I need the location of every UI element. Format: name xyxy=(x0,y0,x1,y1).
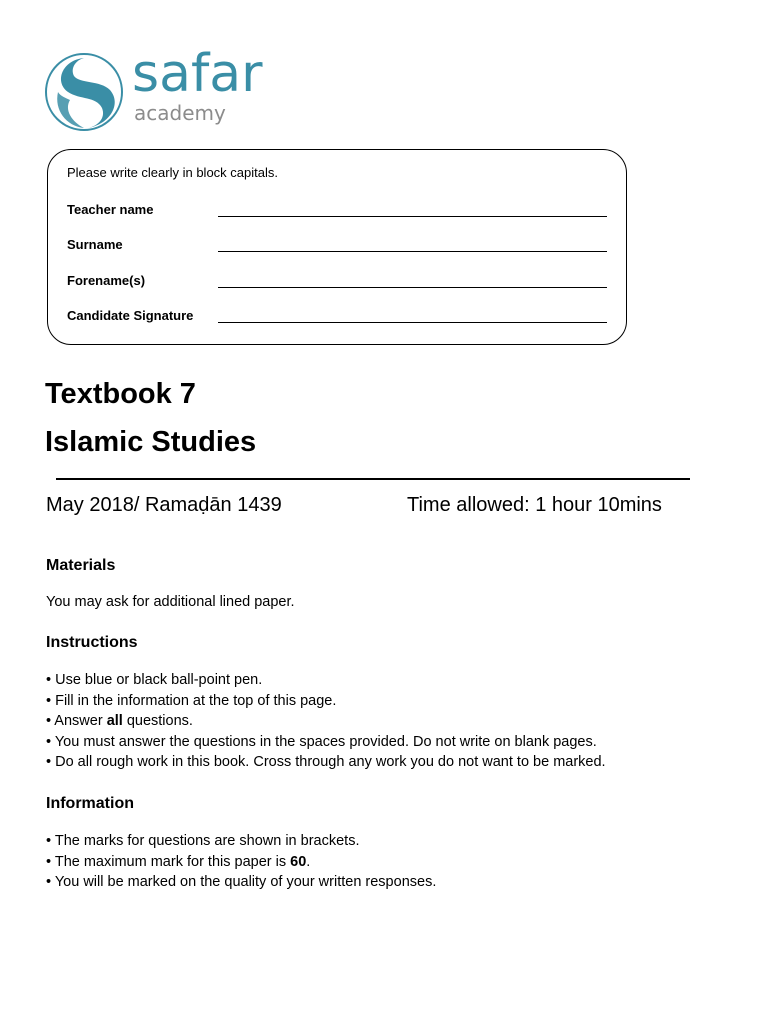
logo-wordmark: safar xyxy=(132,44,263,104)
exam-date: May 2018/ Ramaḍān 1439 xyxy=(46,494,282,516)
swirl-logo-icon xyxy=(44,52,124,132)
list-item: • Use blue or black ball-point pen. xyxy=(46,672,263,688)
forenames-row xyxy=(67,273,607,293)
signature-label: Candidate Signature xyxy=(67,308,194,323)
candidate-details-box xyxy=(47,149,627,345)
information-list xyxy=(46,831,436,893)
materials-heading: Materials xyxy=(46,557,116,574)
list-item: • You will be marked on the quality of your written responses. xyxy=(46,874,437,891)
surname-field[interactable] xyxy=(218,251,607,252)
subject-title: Islamic Studies xyxy=(45,426,257,458)
form-intro: Please write clearly in block capitals. xyxy=(67,165,278,180)
safar-academy-logo xyxy=(44,44,304,132)
surname-row xyxy=(67,237,607,257)
list-item: • You must answer the questions in the spaces provided. Do not write on blank pages. xyxy=(46,733,597,750)
logo-subtitle: academy xyxy=(134,101,226,125)
instructions-heading: Instructions xyxy=(46,634,138,651)
signature-row xyxy=(67,308,607,328)
forenames-label: Forename(s) xyxy=(67,273,146,288)
list-item: • The marks for questions are shown in brackets. xyxy=(46,833,360,849)
textbook-title: Textbook 7 xyxy=(45,378,196,410)
list-item: • The maximum mark for this paper is 60. xyxy=(46,853,311,870)
materials-text: You may ask for additional lined paper. xyxy=(46,594,295,610)
list-item: • Do all rough work in this book. Cross through any work you do not want to be marked. xyxy=(46,754,606,771)
instructions-list xyxy=(46,670,606,773)
surname-label: Surname xyxy=(67,237,123,252)
information-heading: Information xyxy=(46,795,134,812)
signature-field[interactable] xyxy=(218,322,607,323)
title-divider xyxy=(56,478,690,480)
list-item: • Answer all questions. xyxy=(46,713,193,730)
teacher-name-row xyxy=(67,202,607,222)
teacher-name-field[interactable] xyxy=(218,216,607,217)
time-allowed: Time allowed: 1 hour 10mins xyxy=(407,494,662,516)
list-item: • Fill in the information at the top of this page. xyxy=(46,692,337,709)
forenames-field[interactable] xyxy=(218,287,607,288)
teacher-name-label: Teacher name xyxy=(67,202,154,217)
